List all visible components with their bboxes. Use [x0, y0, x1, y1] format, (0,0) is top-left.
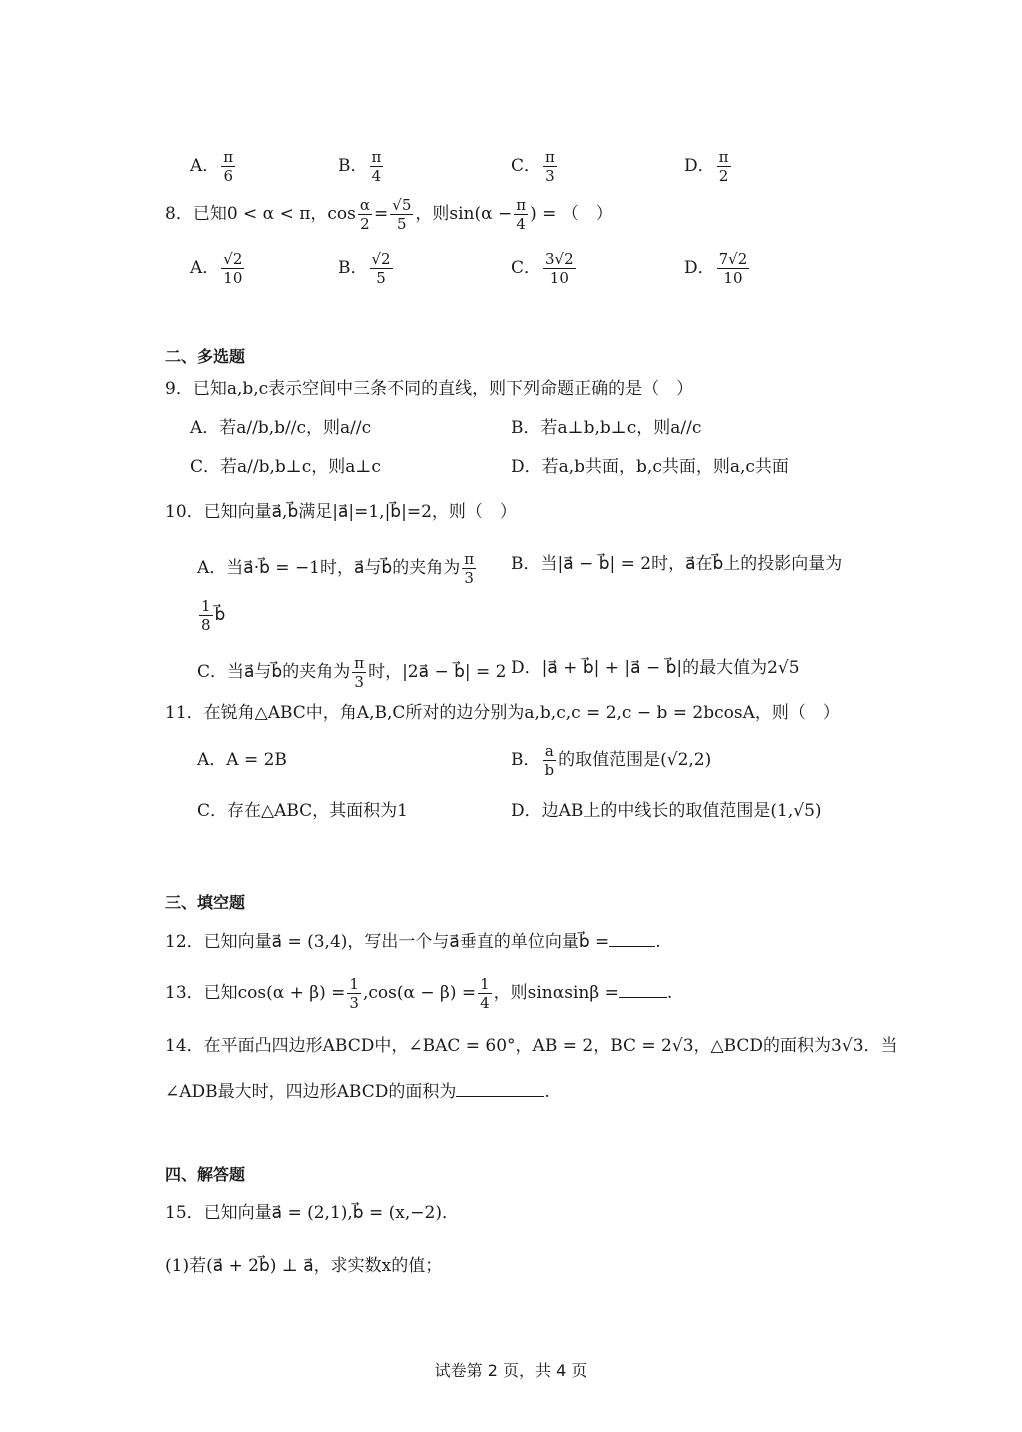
q15-part-1: (1)若(a⃗ + 2b⃗) ⊥ a⃗，求实数x的值；	[165, 1256, 443, 1276]
q10-stem: 10．已知向量a⃗,b⃗满足|a⃗|=1,|b⃗|=2，则（ ）	[165, 502, 517, 522]
q15-stem: 15．已知向量a⃗ = (2,1),b⃗ = (x,−2)．	[165, 1203, 459, 1223]
fraction: $\frac{\pi}{6}$	[223, 148, 234, 185]
q9-option-d: D．若a,b共面，b,c共面，则a,c共面	[511, 457, 789, 477]
option-label: D．	[684, 156, 715, 176]
q10-option-d: D．|a⃗ + b⃗| + |a⃗ − b⃗|的最大值为2√5	[511, 658, 800, 678]
q7-option-b	[338, 148, 385, 185]
option-label: A．	[190, 156, 220, 176]
section-heading-problems: 四、解答题	[165, 1165, 246, 1184]
page-footer: 试卷第 2 页，共 4 页	[434, 1361, 588, 1380]
answer-blank[interactable]	[456, 1080, 544, 1097]
q14-line-2: ∠ADB最大时，四边形ABCD的面积为 .	[165, 1082, 550, 1102]
q8-option-a: A． $\frac{√2}{10}$	[190, 250, 243, 287]
answer-blank[interactable]	[609, 930, 655, 947]
fraction: $\frac{\pi}{4}$	[371, 148, 382, 185]
answer-blank[interactable]	[619, 981, 667, 998]
q9-stem: 9．已知a,b,c表示空间中三条不同的直线，则下列命题正确的是（ ）	[165, 379, 694, 399]
q11-option-b: B． $\frac{a}{b}$ 的取值范围是(√2,2)	[511, 742, 712, 779]
q9-option-a: A．若a//b,b//c，则a//c	[190, 418, 372, 438]
q11-option-a: A．A = 2B	[197, 750, 287, 770]
q8-option-b: B． $\frac{√2}{5}$	[338, 250, 391, 287]
q9-option-b: B．若a⊥b,b⊥c，则a//c	[511, 418, 702, 438]
q9-option-c: C．若a//b,b⊥c，则a⊥c	[190, 457, 381, 477]
q13: 13．已知cos(α + β) = $\frac{1}{3}$ ,cos(α − β) = $\frac{1}{4}$ ，则sinαsinβ = .	[165, 975, 673, 1012]
q10-option-b-continuation: $\frac{1}{8}$ b⃗	[201, 597, 226, 634]
q11-option-c: C．存在△ABC，其面积为1	[197, 801, 408, 821]
q11-stem: 11．在锐角△ABC中，角A,B,C所对的边分别为a,b,c,c = 2,c − b = 2bcosA，则（ ）	[165, 703, 840, 723]
q8-option-d: D． $\frac{7√2}{10}$	[684, 250, 748, 287]
q11-option-d: D．边AB上的中线长的取值范围是(1,√5)	[511, 801, 822, 821]
q8-option-c: C． $\frac{3√2}{10}$	[511, 250, 574, 287]
section-heading-fill-in: 三、填空题	[165, 893, 246, 912]
fraction: $\frac{\pi}{2}$	[718, 148, 729, 185]
q14-line-1: 14．在平面凸四边形ABCD中，∠BAC = 60°，AB = 2，BC = 2√3，△BCD的面积为3√3．当	[165, 1036, 898, 1056]
q8-stem: 8．已知0 < α < π，cos $\frac{\alpha}{2}$ = $\frac{√5}{5}$ ，则sin(α − $\frac{\pi}{4}$ ) = （ ）	[165, 196, 613, 233]
q7-option-a	[190, 148, 237, 185]
option-label: C．	[511, 156, 542, 176]
q7-option-c	[511, 148, 559, 185]
q12: 12．已知向量a⃗ = (3,4)，写出一个与a⃗垂直的单位向量b⃗ = .	[165, 932, 661, 952]
q10-option-c: C．当a⃗与b⃗的夹角为 $\frac{\pi}{3}$ 时，|2a⃗ − b⃗| = 2	[197, 654, 507, 691]
fraction: $\frac{\pi}{3}$	[545, 148, 555, 185]
section-heading-multiple-choice: 二、多选题	[165, 347, 246, 366]
q7-option-d	[684, 148, 733, 185]
option-label: B．	[338, 156, 368, 176]
q10-option-b: B．当|a⃗ − b⃗| = 2时，a⃗在b⃗上的投影向量为	[511, 554, 843, 574]
q10-option-a: A．当a⃗·b⃗ = −1时，a⃗与b⃗的夹角为 $\frac{\pi}{3}$	[197, 550, 475, 587]
